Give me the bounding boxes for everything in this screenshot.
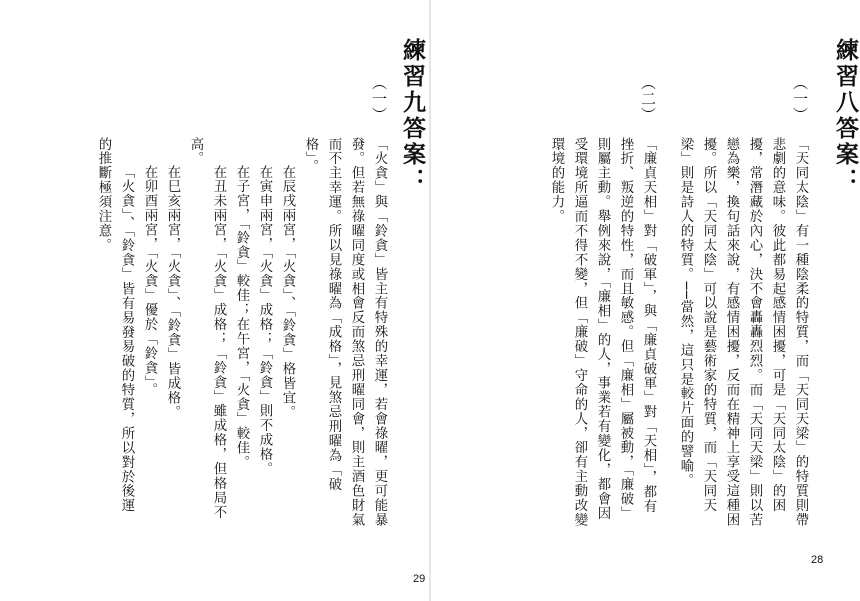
text-line: 梁」則是詩人的特質。──當然，這只是較片面的譬喻。 xyxy=(678,137,693,488)
practice-8-heading: 練習八答案： xyxy=(832,38,858,194)
practice-8-section-2-label: （二） xyxy=(639,75,657,123)
page-number: 29 xyxy=(413,573,426,585)
text-line: 在巳亥兩宮，「火貪」、「鈴貪」皆成格。 xyxy=(165,165,180,420)
practice-9-section-1-label: （一） xyxy=(370,75,388,123)
practice-8-section-1-label: （一） xyxy=(791,75,809,123)
text-line: 受環境所逼而不得不變，但「廉破」守命的人，卻有主動改變 xyxy=(572,137,587,528)
text-line: 「廉貞天相」對「破軍」，與「廉貞破軍」對「天相」，都有 xyxy=(641,137,656,514)
page-28 xyxy=(431,0,860,601)
text-line: 戀為樂，換句話來說，有感情困擾，反而在精神上享受這種困 xyxy=(724,137,739,528)
text-line: 「天同太陰」有一種陰柔的特質，而「天同天梁」的特質則帶 xyxy=(793,137,808,528)
text-line: 悲劇的意味。彼此都易起感情困擾，可是「天同太陰」的困 xyxy=(770,137,785,513)
text-line: 而不主幸運。所以見祿曜為「成格」，見煞忌刑曜為「破 xyxy=(326,137,341,492)
text-line: 環境的能力。 xyxy=(549,137,564,224)
text-line: 在辰戌兩宮，「火貪」、「鈴貪」格皆宜。 xyxy=(280,165,295,420)
text-line: 則屬主動。舉例來說，「廉相」的人，事業若有變化，都會因 xyxy=(595,137,610,521)
page-number: 28 xyxy=(811,554,824,566)
text-line: 在寅申兩宮，「火貪」成格；「鈴貪」則不成格。 xyxy=(257,165,272,477)
text-line: 發。但若無祿曜同度或相會反而煞忌刑曜同會，則主酒色財氣 xyxy=(349,137,364,528)
practice-9-heading: 練習九答案： xyxy=(399,38,425,194)
text-line: 在丑未兩宮，「火貪」成格；「鈴貪」雖成格，但格局不 xyxy=(211,165,226,520)
text-line: 「火貪」與「鈴貪」皆主有特殊的幸運，若會祿曜，更可能暴 xyxy=(372,137,387,528)
text-line: 「火貪」、「鈴貪」皆有易發易破的特質，所以對於後運 xyxy=(119,165,134,513)
text-line: 在卯酉兩宮，「火貪」優於「鈴貪」。 xyxy=(142,165,157,398)
text-line: 格」。 xyxy=(303,137,318,174)
text-line: 高。 xyxy=(188,137,203,166)
page-29 xyxy=(0,0,429,601)
text-line: 在子宮，「鈴貪」較佳；在午宮，「火貪」較佳。 xyxy=(234,165,249,470)
text-line: 的推斷極須注意。 xyxy=(96,137,111,253)
text-line: 擾，常潛藏於內心，決不會轟轟烈烈。而「天同天梁」則以苦 xyxy=(747,137,762,528)
text-line: 挫折、叛逆的特性，而且敏感。但「廉相」屬被動，「廉破」 xyxy=(618,137,633,521)
text-line: 擾。所以「天同太陰」可以說是藝術家的特質，而「天同天 xyxy=(701,137,716,513)
